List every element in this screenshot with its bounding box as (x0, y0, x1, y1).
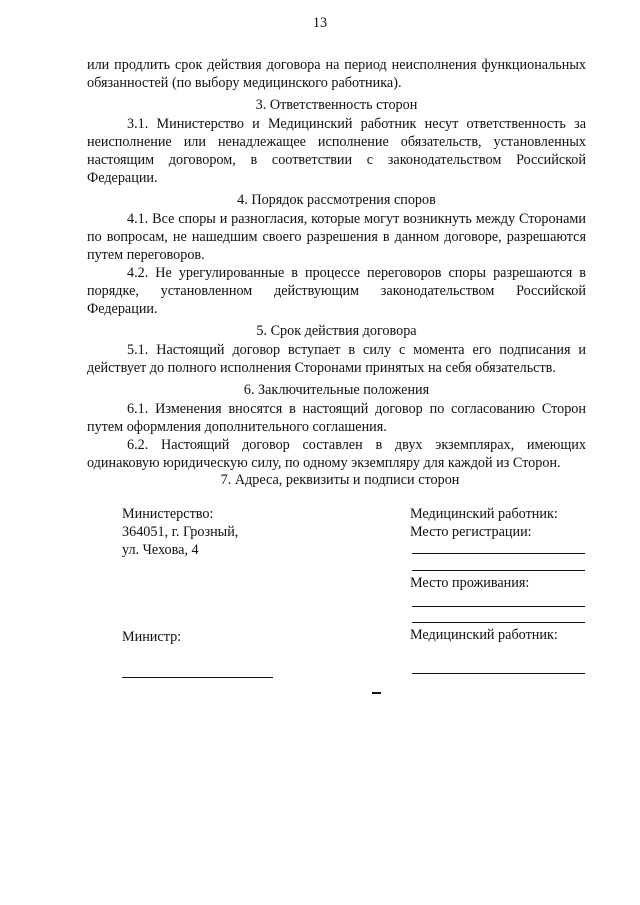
worker-name: Медицинский работник: (410, 506, 558, 522)
ministry-block (122, 505, 322, 559)
residence-label: Место проживания: (410, 575, 530, 591)
minister-signature-block (122, 628, 322, 646)
section-heading: 6. Заключительные положения (243, 382, 430, 398)
dash-mark (372, 692, 381, 694)
section-disputes (87, 191, 586, 318)
ministry-name: Министерство: (122, 506, 214, 522)
signatures-heading: 7. Адреса, реквизиты и подписи сторон (220, 472, 460, 488)
paragraph-3-1: 3.1. Министерство и Медицинский работник несут ответственность за неисполнение или ненадлежащее исполнение обязательств, установленных настоящим договором, в соответствии с законодательством Российской Федерации. (87, 116, 586, 186)
paragraph-6-1: 6.1. Изменения вносятся в настоящий договор по согласованию Сторон путем оформления дополнительного соглашения. (87, 401, 586, 435)
section-term (87, 322, 586, 377)
section-final (87, 381, 586, 472)
section-heading: 5. Срок действия договора (256, 323, 417, 339)
intro-paragraph: или продлить срок действия договора на период неисполнения функциональных обязанностей (по выбору медицинского работника). (87, 57, 586, 91)
paragraph-6-2: 6.2. Настоящий договор составлен в двух экземплярах, имеющих одинаковую юридическую силу, по одному экземпляру для каждой из Сторон. (87, 437, 586, 471)
document-body (87, 56, 586, 472)
worker-signature-block (410, 626, 590, 644)
paragraph-4-1: 4.1. Все споры и разногласия, которые могут возникнуть между Сторонами по вопросам, не нашедшим своего разрешения в данном договоре, разрешаются путем переговоров. (87, 211, 586, 263)
paragraph-4-2: 4.2. Не урегулированные в процессе переговоров споры разрешаются в порядке, установленном действующим законодательством Российской Федерации. (87, 265, 586, 317)
section-heading: 3. Ответственность сторон (255, 97, 418, 113)
ministry-address-line1: 364051, г. Грозный, (122, 524, 239, 540)
ministry-address-line2: ул. Чехова, 4 (122, 542, 199, 558)
section-responsibility (87, 96, 586, 187)
registration-line-1 (412, 553, 585, 554)
registration-label: Место регистрации: (410, 524, 532, 540)
paragraph-5-1: 5.1. Настоящий договор вступает в силу с момента его подписания и действует до полного исполнения Сторонами принятых на себя обязательств. (87, 342, 586, 376)
worker-signer-label: Медицинский работник: (410, 627, 558, 643)
minister-signature-line (122, 677, 273, 678)
minister-label: Министр: (122, 629, 182, 645)
residence-line-1 (412, 606, 585, 607)
residence-line-2 (412, 622, 585, 623)
registration-line-2 (412, 570, 585, 571)
residence-block (410, 574, 590, 592)
worker-block (410, 505, 590, 541)
worker-signature-line (412, 673, 585, 674)
page-number: 13 (312, 15, 328, 31)
section-heading: 4. Порядок рассмотрения споров (237, 192, 436, 208)
